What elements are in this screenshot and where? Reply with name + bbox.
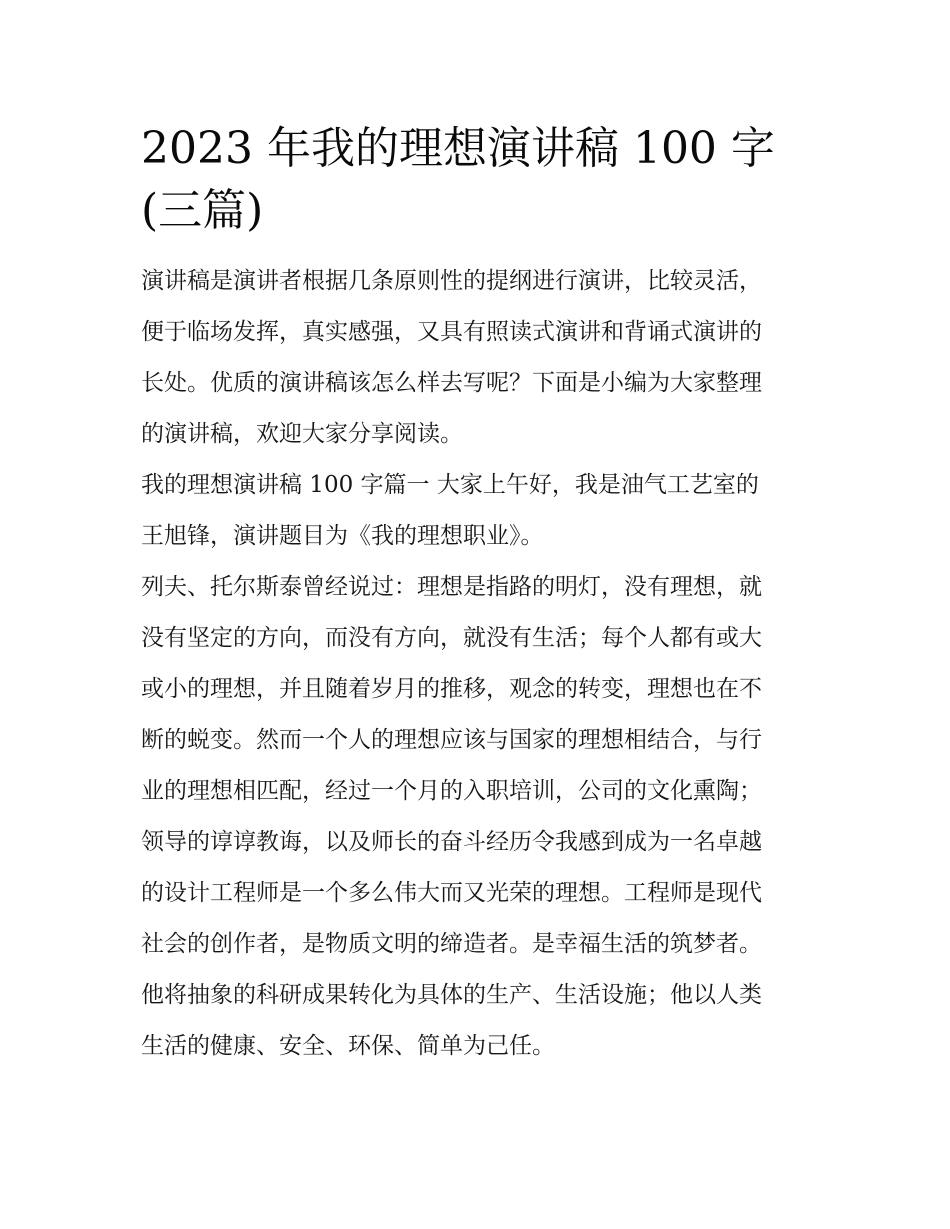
paragraph-line: 或小的理想，并且随着岁月的推移，观念的转变，理想也在不 [141,676,762,702]
paragraph-line: 的设计工程师是一个多么伟大而又光荣的理想。工程师是现代 [141,880,762,906]
paragraph-line: 业的理想相匹配，经过一个月的入职培训，公司的文化熏陶； [141,778,762,804]
paragraph-line: 我的理想演讲稿 100 字篇一 大家上午好，我是油气工艺室的 [141,472,759,498]
paragraph-line: 没有坚定的方向，而没有方向，就没有生活；每个人都有或大 [141,625,762,651]
paragraph-line: 断的蜕变。然而一个人的理想应该与国家的理想相结合，与行 [141,727,762,753]
document-body [141,118,813,1072]
paragraph-line: 领导的谆谆教诲，以及师长的奋斗经历令我感到成为一名卓越 [141,829,762,855]
intro-paragraph [141,256,813,460]
title-line-2: (三篇) [141,185,264,236]
document-title [141,118,813,242]
paragraph-line: 王旭锋，演讲题目为《我的理想职业》。 [141,523,544,549]
paragraph-line: 生活的健康、安全、环保、简单为己任。 [141,1033,555,1059]
speech-one-body-paragraph [141,562,813,1072]
paragraph-line: 社会的创作者，是物质文明的缔造者。是幸福生活的筑梦者。 [141,931,762,957]
paragraph-line: 的演讲稿，欢迎大家分享阅读。 [141,421,463,447]
paragraph-line: 长处。优质的演讲稿该怎么样去写呢？下面是小编为大家整理 [141,370,762,396]
title-line-1: 2023 年我的理想演讲稿 100 字 [141,123,775,174]
paragraph-line: 便于临场发挥，真实感强，又具有照读式演讲和背诵式演讲的 [141,319,762,345]
paragraph-line: 演讲稿是演讲者根据几条原则性的提纲进行演讲，比较灵活， [141,268,762,294]
paragraph-line: 他将抽象的科研成果转化为具体的生产、生活设施；他以人类 [141,982,762,1008]
speech-one-opening-paragraph [141,460,813,562]
paragraph-line: 列夫、托尔斯泰曾经说过：理想是指路的明灯，没有理想，就 [141,574,762,600]
